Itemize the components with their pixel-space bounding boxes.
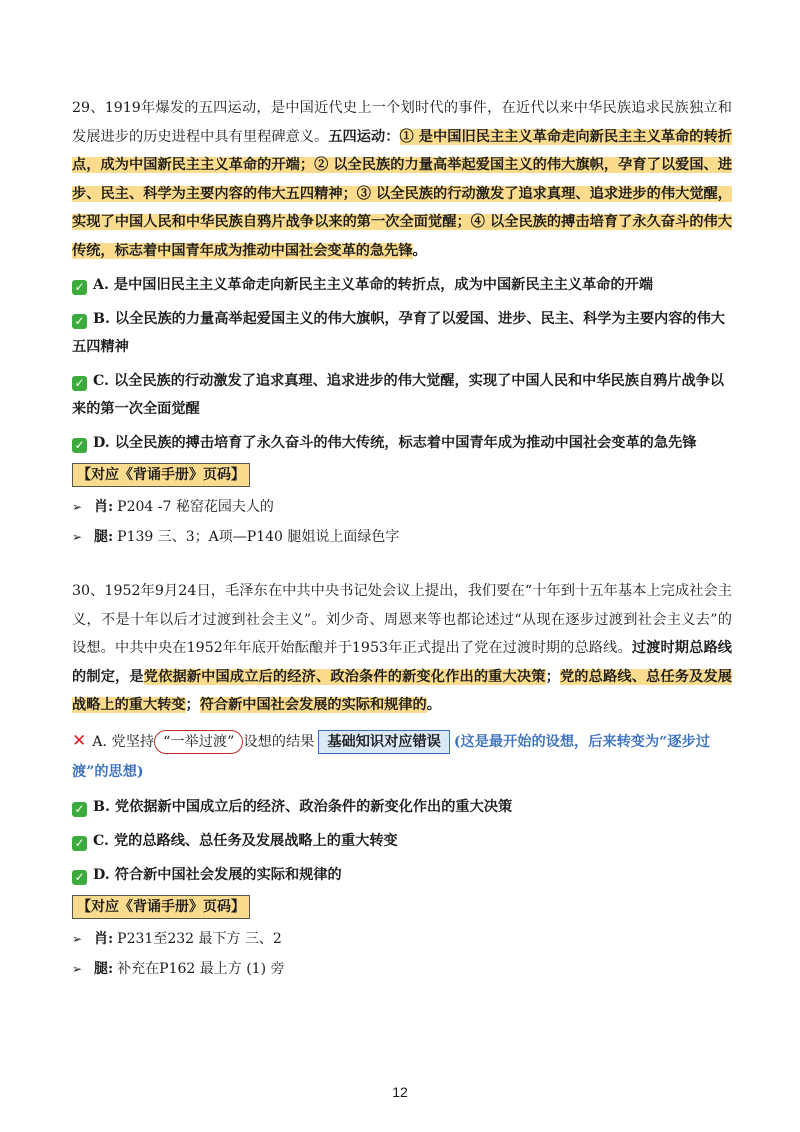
q29-stem: 29、1919年爆发的五四运动，是中国近代史上一个划时代的事件，在近代以来中华民族追求民族独立和发展进步的历史进程中具有里程碑意义。五四运动：① 是中国旧民主主义革命走向新民主主义革命的转折点，成为中国新民主主义革命的开端；② 以全民族的力量高举起爱国主义的伟大旗帜，孕育了以爱国、进步、民主、科学为主要内容的伟大五四精神；③ 以全民族的行动激发了追求真理、追求进步的伟大觉醒，实现了中国人民和中华民族自鸦片战争以来的第一次全面觉醒；④ 以全民族的搏击培育了永久奋斗的伟大传统，标志着中国青年成为推动中国社会变革的急先锋。 [72, 100, 732, 259]
check-icon: ✓ [72, 802, 87, 817]
arrow-icon: ➢ [72, 961, 83, 976]
q29-option-c: ✓ C. 以全民族的行动激发了追求真理、追求进步的伟大觉醒，实现了中国人民和中华民族自鸦片战争以来的第一次全面觉醒 [72, 373, 725, 417]
check-icon: ✓ [72, 836, 87, 851]
q29-option-a: ✓ A. 是中国旧民主主义革命走向新民主主义革命的转折点，成为中国新民主主义革命的开端 [72, 271, 732, 299]
q30-option-c: ✓ C. 党的总路线、总任务及发展战略上的重大转变 [72, 827, 732, 855]
q30-ref-tui: ➢ 腿: 补充在P162 最上方 (1) 旁 [72, 955, 732, 983]
q29-option-d: ✓ D. 以全民族的搏击培育了永久奋斗的伟大传统，标志着中国青年成为推动中国社会变革的急先锋 [72, 429, 732, 457]
q30-option-b: ✓ B. 党依据新中国成立后的经济、政治条件的新变化作出的重大决策 [72, 793, 732, 821]
error-label: 基础知识对应错误 [318, 730, 450, 754]
arrow-icon: ➢ [72, 931, 83, 946]
q30-option-a: ✕ A. 党坚持 “一举过渡” 设想的结果 基础知识对应错误 (这是最开始的设想，后来转变为“逐步过渡”的思想) [72, 726, 732, 787]
q29-option-b: ✓ B. 以全民族的力量高举起爱国主义的伟大旗帜，孕育了以爱国、进步、民主、科学为主要内容的伟大五四精神 [72, 311, 725, 355]
q29-ref-tui: ➢ 腿: P139 三、3；A项—P140 腿姐说上面绿色字 [72, 523, 732, 551]
explanation-note: (这是最开始的设想，后来转变为“逐步过渡”的思想) [72, 733, 710, 780]
q30-stem: 30、1952年9月24日，毛泽东在中共中央书记处会议上提出，我们要在“十年到十五年基本上完成社会主义，不是十年以后才过渡到社会主义”。刘少奇、周恩来等也都论述过“从现在逐步过渡到社会主义去”的设想。中共中央在1952年年底开始酝酿并于1953年正式提出了党在过渡时期的总路线。过渡时期总路线的制定，是党依据新中国成立后的经济、政治条件的新变化作出的重大决策；党的总路线、总任务及发展战略上的重大转变；符合新中国社会发展的实际和规律的。 [72, 583, 732, 713]
cross-icon: ✕ [72, 730, 87, 751]
q30-option-d: ✓ D. 符合新中国社会发展的实际和规律的 [72, 861, 732, 889]
check-icon: ✓ [72, 438, 87, 453]
check-icon: ✓ [72, 376, 87, 391]
q30-ref-label: 【对应《背诵手册》页码】 [72, 895, 250, 919]
check-icon: ✓ [72, 314, 87, 329]
q29-ref-xiao: ➢ 肖: P204 -7 秘窑花园夫人的 [72, 493, 732, 521]
arrow-icon: ➢ [72, 530, 83, 544]
q30-ref-xiao: ➢ 肖: P231至232 最下方 三、2 [72, 925, 732, 953]
page-number: 12 [392, 1084, 408, 1100]
page-content [72, 94, 732, 983]
circled-phrase: “一举过渡” [154, 730, 243, 754]
arrow-icon: ➢ [72, 500, 83, 514]
check-icon: ✓ [72, 870, 87, 885]
check-icon: ✓ [72, 280, 87, 295]
q29-ref-label: 【对应《背诵手册》页码】 [72, 463, 250, 487]
